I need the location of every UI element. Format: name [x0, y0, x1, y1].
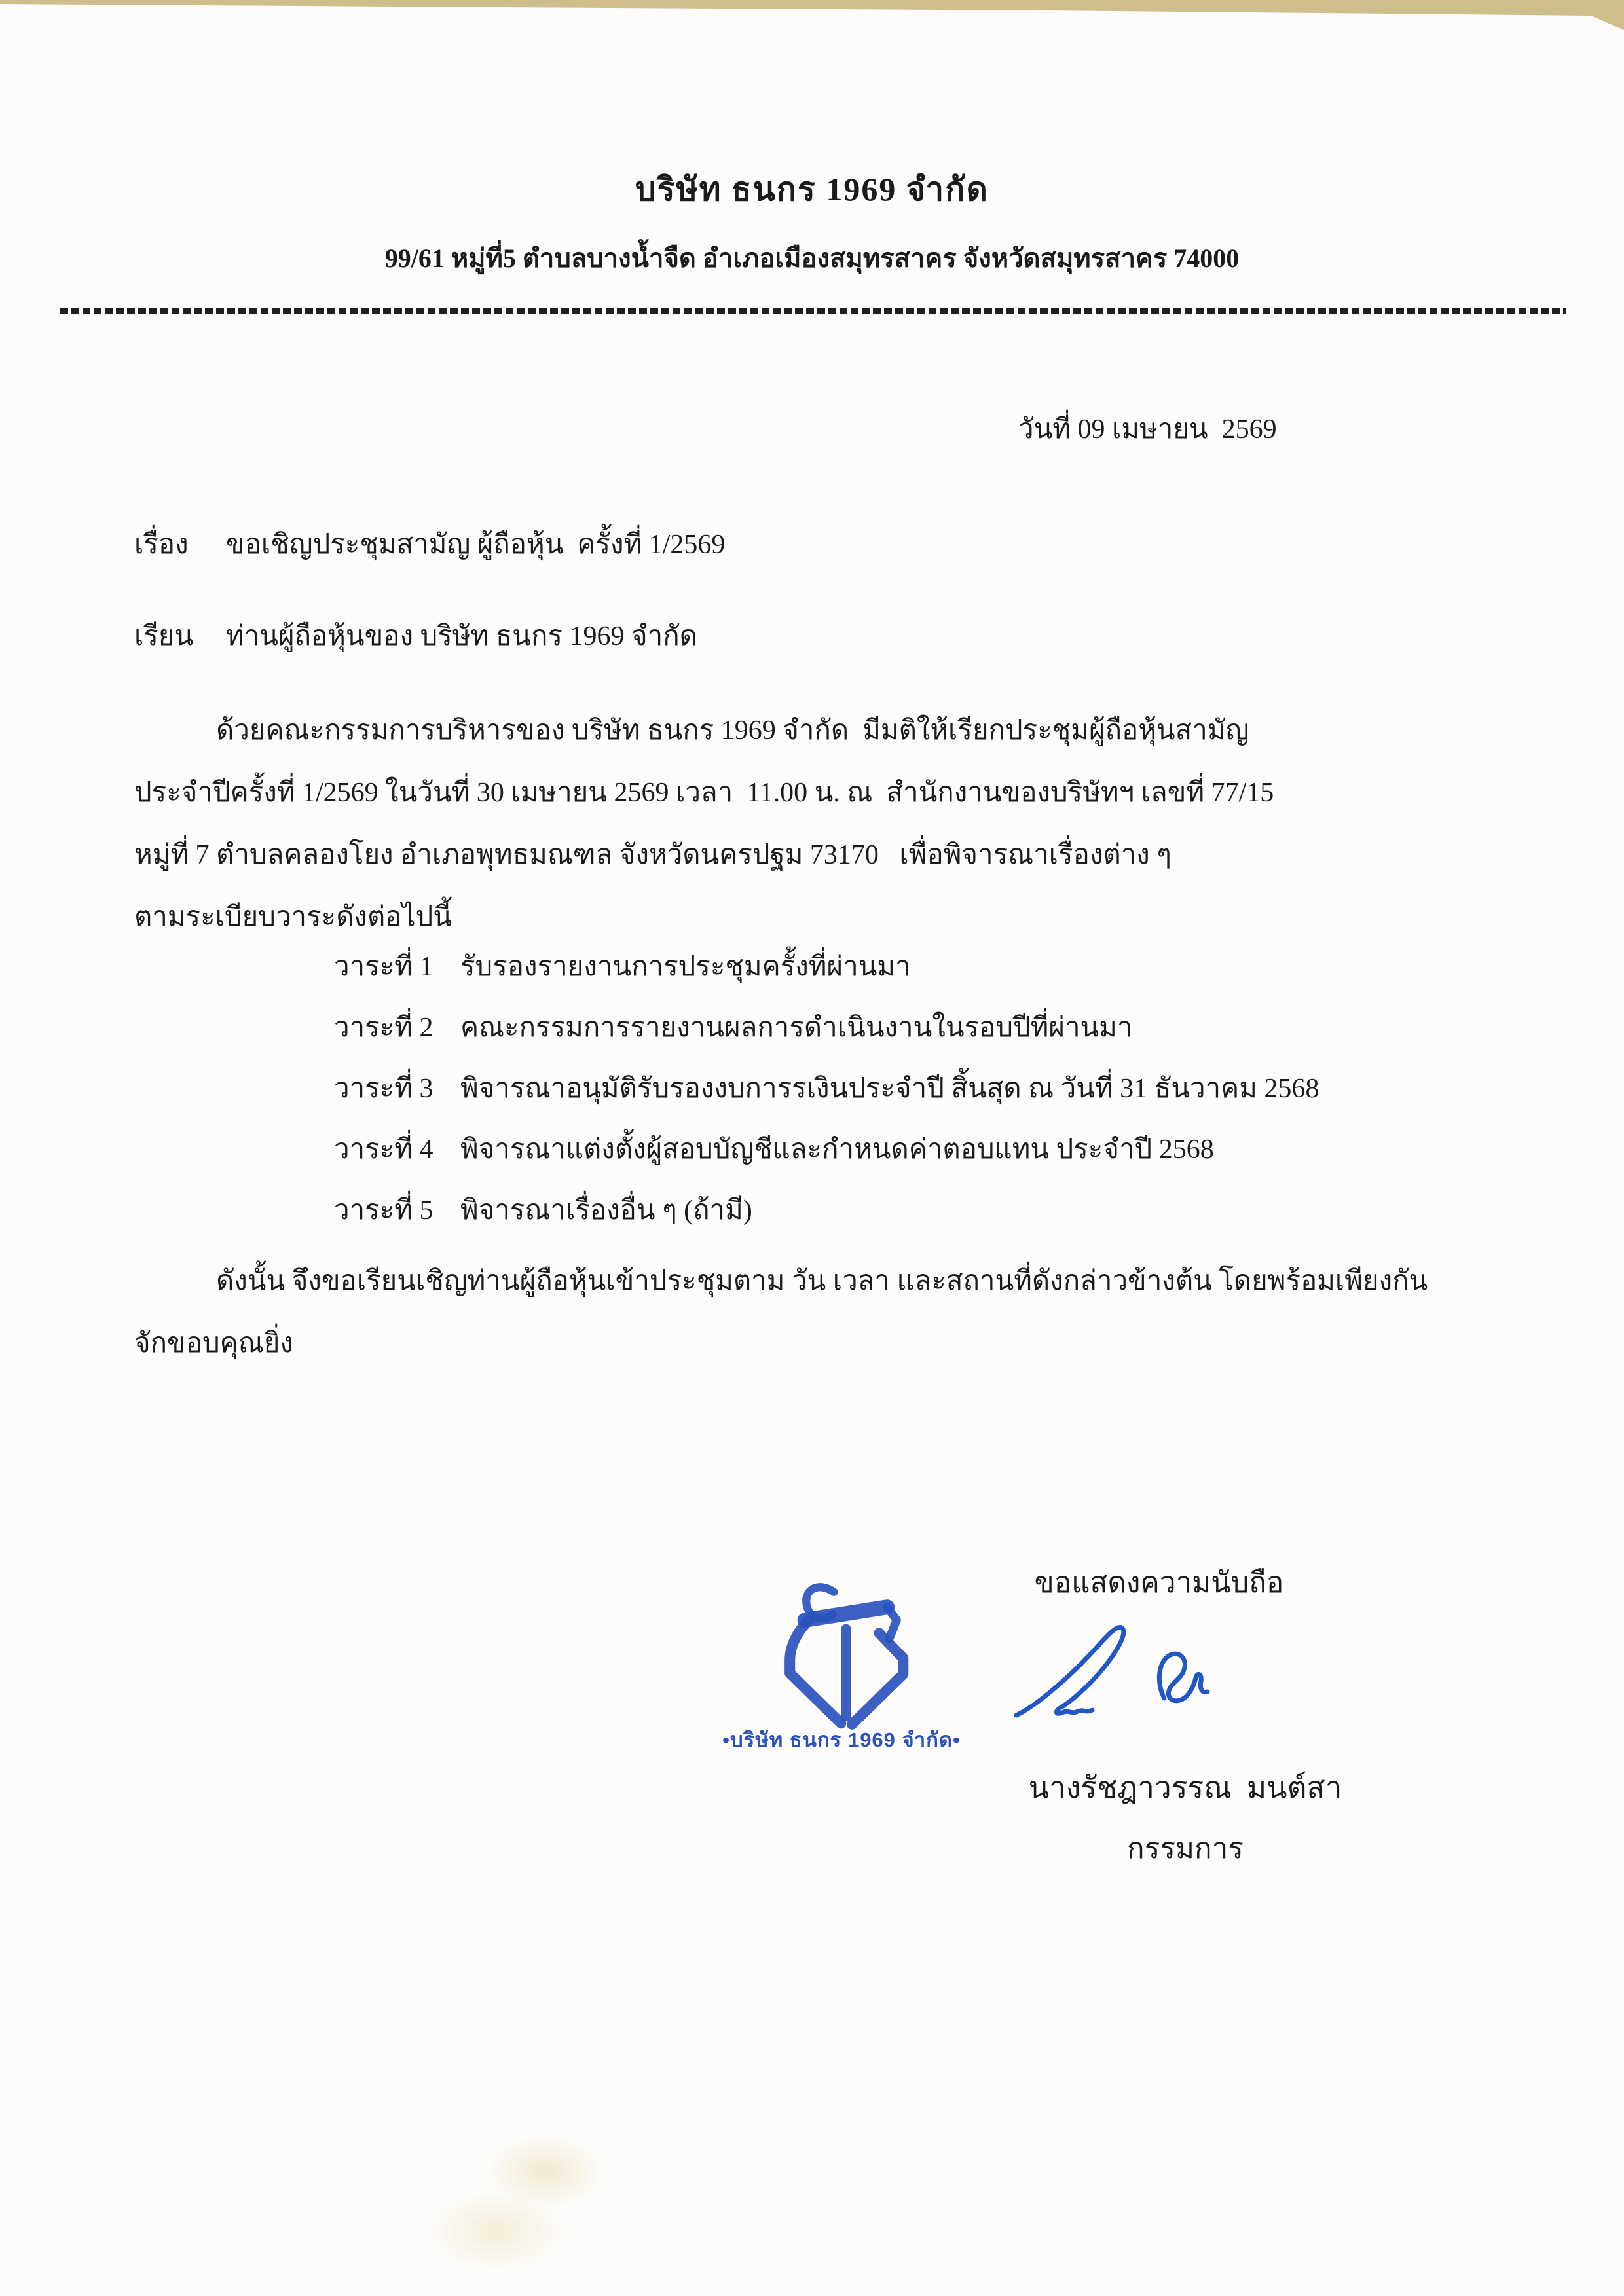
- agenda-item-text: พิจารณาเรื่องอื่น ๆ (ถ้ามี): [460, 1195, 752, 1226]
- subject-label: เรื่อง: [134, 530, 189, 560]
- agenda-item-text: รับรองรายงานการประชุมครั้งที่ผ่านมา: [460, 952, 911, 982]
- body-line: ตามระเบียบวาระดังต่อไปนี้: [134, 902, 452, 932]
- agenda-item-text: พิจารณาอนุมัติรับรองงบการรเงินประจำปี สิ้นสุด ณ วันที่ 31 ธันวาคม 2568: [460, 1074, 1320, 1104]
- closing-line: จักขอบคุณยิ่ง: [134, 1328, 293, 1358]
- closing-line: ดังนั้น จึงขอเรียนเชิญท่านผู้ถือหุ้นเข้าประชุมตาม วัน เวลา และสถานที่ดังกล่าวข้างต้น โดยพร้อมเพียงกัน: [216, 1266, 1428, 1296]
- signer-name: นางรัชฎาวรรณ มนต์สา: [1028, 1771, 1342, 1804]
- agenda-item-label: วาระที่ 3: [334, 1074, 434, 1104]
- agenda-item-label: วาระที่ 2: [334, 1013, 434, 1043]
- agenda-item-label: วาระที่ 5: [334, 1195, 434, 1226]
- agenda-item-label: วาระที่ 1: [334, 952, 434, 982]
- subject-text: ขอเชิญประชุมสามัญ ผู้ถือหุ้น ครั้งที่ 1/2569: [226, 530, 726, 560]
- date-line: วันที่ 09 เมษายน 2569: [1018, 414, 1277, 445]
- signer-title: กรรมการ: [1127, 1832, 1244, 1865]
- agenda-item-text: คณะกรรมการรายงานผลการดำเนินงานในรอบปีที่ผ่านมา: [460, 1013, 1133, 1043]
- signature-ink: [1008, 1618, 1231, 1730]
- agenda-item-label: วาระที่ 4: [334, 1135, 434, 1165]
- paper-stain: [429, 2192, 563, 2270]
- salutation-label: เรียน: [134, 621, 194, 651]
- agenda-item-text: พิจารณาแต่งตั้งผู้สอบบัญชีและกำหนดค่าตอบแทน ประจำปี 2568: [460, 1135, 1214, 1165]
- salutation-text: ท่านผู้ถือหุ้นของ บริษัท ธนกร 1969 จำกัด: [226, 621, 697, 651]
- stamp-caption: •บริษัท ธนกร 1969 จำกัด•: [722, 1728, 961, 1751]
- regards-line: ขอแสดงความนับถือ: [1034, 1567, 1284, 1599]
- company-name: บริษัท ธนกร 1969 จำกัด: [635, 171, 989, 208]
- body-line: หมู่ที่ 7 ตำบลคลองโยง อำเภอพุทธมณฑล จังหวัดนครปฐม 73170 เพื่อพิจารณาเรื่องต่าง ๆ: [134, 840, 1172, 870]
- body-line: ด้วยคณะกรรมการบริหารของ บริษัท ธนกร 1969 จำกัด มีมติให้เรียกประชุมผู้ถือหุ้นสามัญ: [216, 716, 1249, 746]
- company-address: 99/61 หมู่ที่5 ตำบลบางน้ำจืด อำเภอเมืองสมุทรสาคร จังหวัดสมุทรสาคร 74000: [384, 244, 1240, 273]
- scan-edge-band: [0, 0, 1624, 39]
- paper-stain: [488, 2136, 602, 2208]
- body-line: ประจำปีครั้งที่ 1/2569 ในวันที่ 30 เมษายน 2569 เวลา 11.00 น. ณ สำนักงานของบริษัทฯ เลขที่ 77/15: [134, 778, 1274, 808]
- company-stamp-icon: [753, 1570, 943, 1730]
- header-divider: [60, 308, 1566, 314]
